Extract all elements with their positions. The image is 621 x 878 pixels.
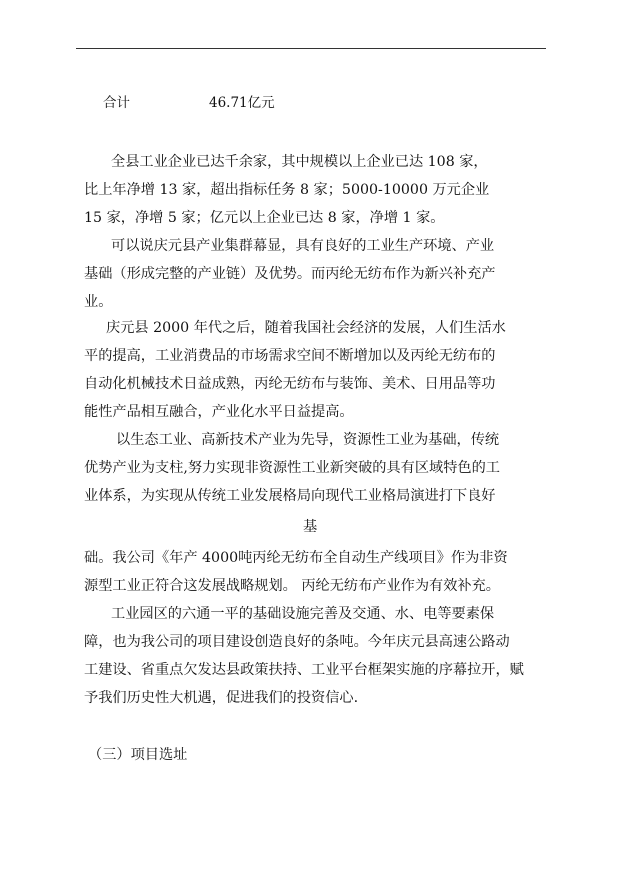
paragraph-line: 工业园区的六通一平的基础设施完善及交通、水、电等要素保 bbox=[111, 606, 495, 622]
paragraph-line: 平的提高，工业消费品的市场需求空间不断增加以及丙纶无纺布的 bbox=[84, 348, 496, 364]
paragraph-line: 能性产品相互融合，产业化水平日益提高。 bbox=[84, 404, 354, 420]
paragraph-line: 自动化机械技术日益成熟，丙纶无纺布与装饰、美术、日用品等功 bbox=[84, 376, 496, 392]
section-heading: （三）项目选址 bbox=[88, 747, 188, 763]
total-label: 合计 bbox=[103, 95, 130, 111]
paragraph-line: 15 家，净增 5 家；亿元以上企业已达 8 家，净增 1 家。 bbox=[84, 210, 445, 226]
paragraph-line: 基 bbox=[303, 519, 318, 535]
paragraph-line: 础。我公司《年产 4000吨丙纶无纺布全自动生产线项目》作为非资 bbox=[84, 550, 508, 566]
header-rule bbox=[76, 48, 546, 49]
paragraph-line: 全县工业企业已达千余家，其中规模以上企业已达 108 家， bbox=[111, 154, 488, 170]
paragraph-line: 障，也为我公司的项目建设创造良好的条吨。今年庆元县高速公路动 bbox=[84, 634, 510, 650]
paragraph-line: 可以说庆元县产业集群幕显，具有良好的工业生产环境、产业 bbox=[111, 238, 495, 254]
paragraph-line: 庆元县 2000 年代之后，随着我国社会经济的发展，人们生活水 bbox=[106, 320, 506, 336]
paragraph-line: 源型工业正符合这发展战略规划。 丙纶无纺布产业作为有效补充。 bbox=[84, 578, 500, 594]
paragraph-line: 予我们历史性大机遇，促进我们的投资信心. bbox=[84, 690, 359, 706]
paragraph-line: 业。 bbox=[84, 294, 113, 310]
paragraph-line: 优势产业为支柱,努力实现非资源性工业新突破的具有区域特色的工 bbox=[84, 460, 500, 476]
paragraph-line: 基础（形成完整的产业链）及优势。而丙纶无纺布作为新兴补充产 bbox=[84, 266, 496, 282]
paragraph-line: 以生态工业、高新技术产业为先导，资源性工业为基础，传统 bbox=[116, 432, 500, 448]
paragraph-line: 工建设、省重点欠发达县政策扶持、工业平台框架实施的序幕拉开，赋 bbox=[84, 662, 524, 678]
paragraph-line: 比上年净增 13 家，超出指标任务 8 家；5000-10000 万元企业 bbox=[84, 182, 490, 198]
paragraph-line: 业体系，为实现从传统工业发展格局向现代工业格局演进打下良好 bbox=[84, 488, 496, 504]
total-value: 46.71亿元 bbox=[209, 95, 275, 111]
